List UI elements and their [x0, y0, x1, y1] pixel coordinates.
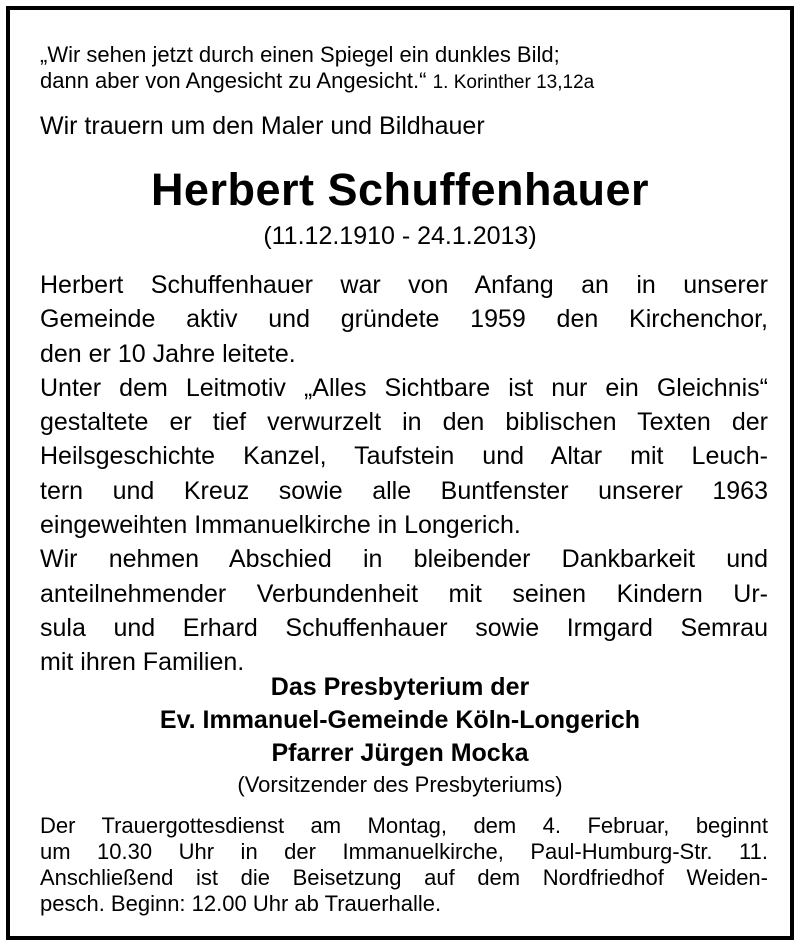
- intro-line: Wir trauern um den Maler und Bildhauer: [40, 112, 485, 140]
- body-line: anteilnehmender Verbundenheit mit seinen Kindern Ur-: [40, 579, 768, 608]
- funeral-notice: [40, 813, 768, 917]
- body-line: Herbert Schuffenhauer war von Anfang an in unserer: [40, 271, 768, 299]
- signature-role: (Vorsitzender des Presbyteriums): [237, 772, 563, 797]
- quote-line-1: „Wir sehen jetzt durch einen Spiegel ein dunkles Bild;: [40, 42, 560, 67]
- signature-line-2: Ev. Immanuel-Gemeinde Köln-Longerich: [159, 706, 641, 734]
- body-line: eingeweihten Immanuelkirche in Longerich.: [40, 511, 521, 540]
- body-line: mit ihren Familien.: [40, 648, 245, 677]
- body-line: Wir nehmen Abschied in bleibender Dankbarkeit und: [40, 545, 768, 574]
- signature-line-1: Das Presbyterium der: [270, 673, 530, 701]
- quote-reference: 1. Korinther 13,12a: [432, 72, 595, 93]
- deceased-name: Herbert Schuffenhauer: [150, 164, 650, 215]
- quote-line-2: dann aber von Angesicht zu Angesicht.“: [40, 68, 427, 93]
- body-line: Unter dem Leitmotiv „Alles Sichtbare ist nur ein Gleichnis“: [40, 373, 768, 402]
- bible-quote: [40, 42, 594, 96]
- obituary-body: [40, 268, 768, 680]
- notice-line: Anschließend ist die Beisetzung auf dem Nordfriedhof Weiden-: [40, 865, 768, 890]
- body-line: Heilsgeschichte Kanzel, Taufstein und Altar mit Leuch-: [40, 442, 768, 471]
- body-line: den er 10 Jahre leitete.: [40, 339, 296, 368]
- obituary-frame: [6, 6, 794, 940]
- notice-line: um 10.30 Uhr in der Immanuelkirche, Paul-Humburg-Str. 11.: [40, 839, 768, 864]
- body-line: sula und Erhard Schuffenhauer sowie Irmgard Semrau: [40, 613, 768, 642]
- notice-line: Der Trauergottesdienst am Montag, dem 4. Februar, beginnt: [40, 813, 768, 838]
- body-line: tern und Kreuz sowie alle Buntfenster unserer 1963: [40, 476, 768, 505]
- body-line: gestaltete er tief verwurzelt in den biblischen Texten der: [40, 408, 768, 437]
- signature-block: [10, 671, 790, 770]
- notice-line: pesch. Beginn: 12.00 Uhr ab Trauerhalle.: [40, 891, 442, 916]
- body-line: Gemeinde aktiv und gründete 1959 den Kirchenchor,: [40, 305, 768, 334]
- signature-line-3: Pfarrer Jürgen Mocka: [271, 739, 529, 767]
- life-dates: (11.12.1910 - 24.1.2013): [263, 222, 537, 250]
